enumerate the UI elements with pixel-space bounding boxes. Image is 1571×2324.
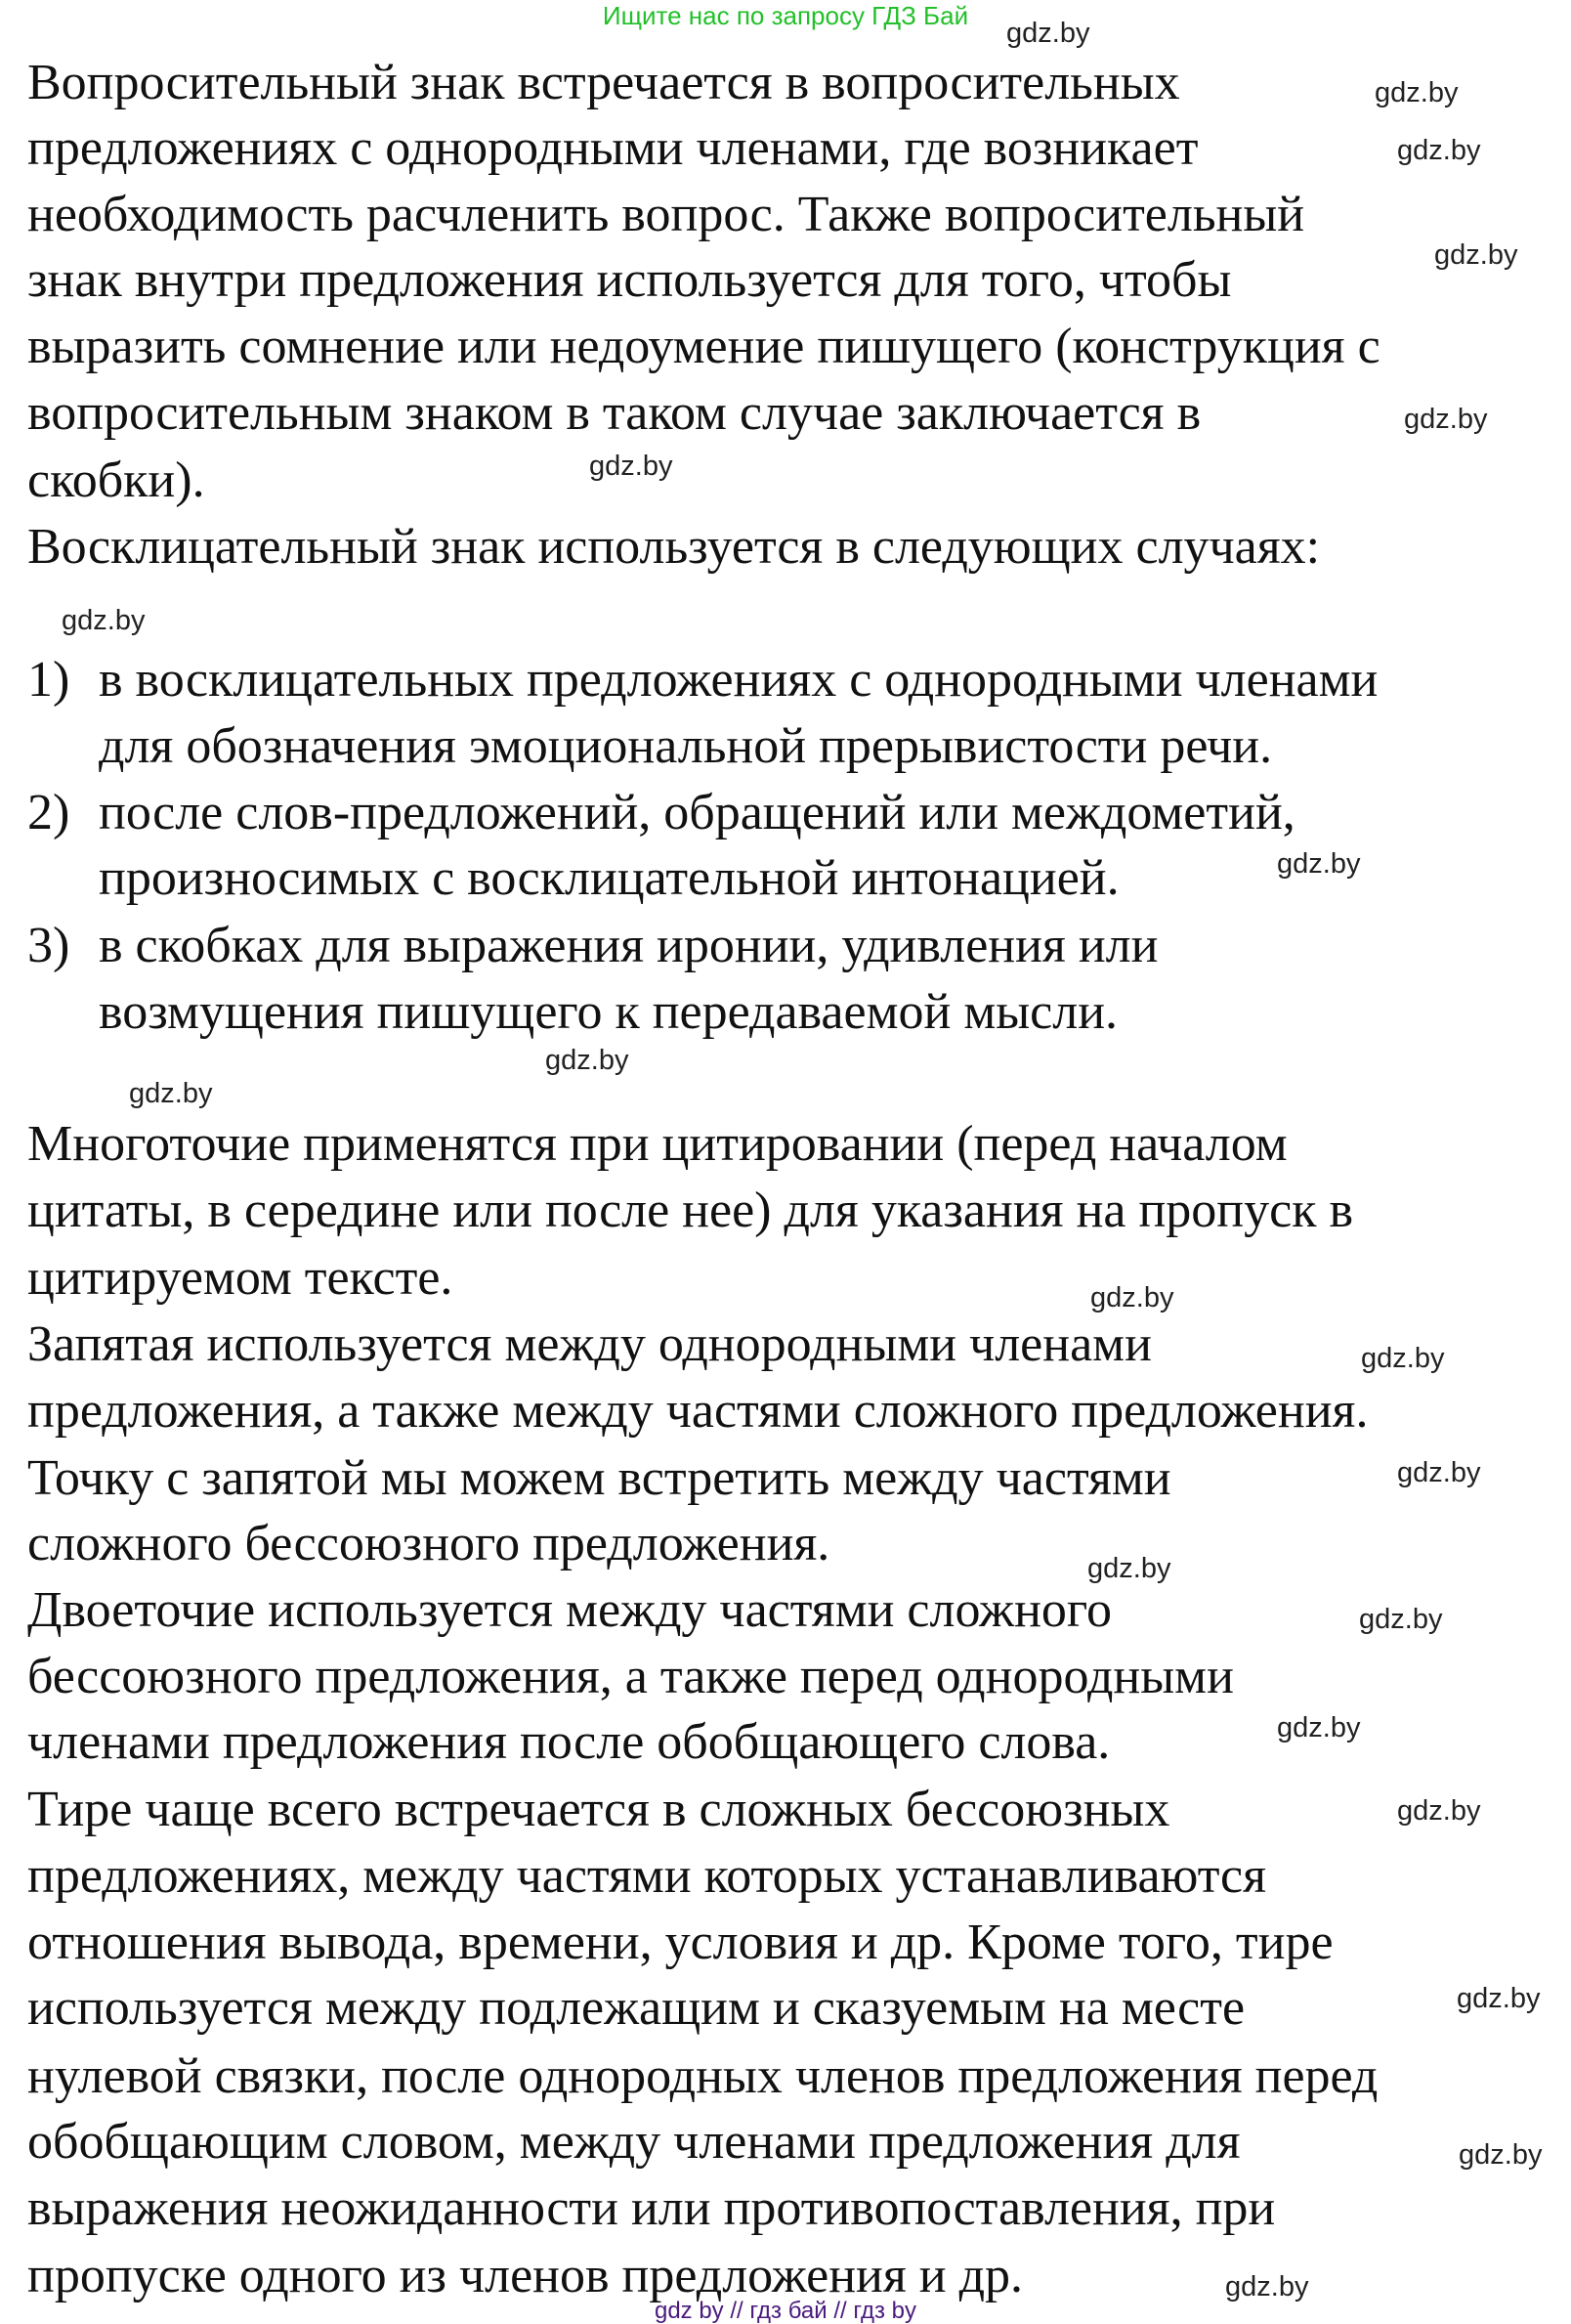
watermark: gdz.by — [1277, 1712, 1361, 1743]
text-line: выражения неожиданности или противопоставления, при — [27, 2180, 1276, 2236]
text-line: цитаты, в середине или после нее) для указания на пропуск в — [27, 1183, 1354, 1238]
text-line: знак внутри предложения используется для того, чтобы — [27, 252, 1232, 308]
watermark: gdz.by — [1375, 77, 1459, 108]
text-line: членами предложения после обобщающего слова. — [27, 1714, 1111, 1770]
watermark: gdz.by — [1090, 1282, 1174, 1313]
text-line: необходимость расчленить вопрос. Также вопросительный — [27, 187, 1305, 242]
watermark: gdz.by — [1397, 1795, 1481, 1827]
text-line: Точку с запятой мы можем встретить между частями — [27, 1450, 1171, 1506]
text-line: бессоюзного предложения, а также перед однородными — [27, 1649, 1234, 1704]
watermark: gdz.by — [1359, 1604, 1443, 1635]
watermark: gdz.by — [129, 1078, 213, 1109]
text-line: выразить сомнение или недоумение пишущего (конструкция с — [27, 319, 1380, 374]
text-line: возмущения пишущего к передаваемой мысли. — [99, 984, 1119, 1040]
text-line: Многоточие применятся при цитировании (перед началом — [27, 1116, 1288, 1172]
text-line: используется между подлежащим и сказуемым на месте — [27, 1980, 1246, 2036]
footer-links[interactable]: gdz by // гдз бай // гдз by — [654, 2298, 917, 2324]
text-line: предложения, а также между частями сложного предложения. — [27, 1383, 1369, 1439]
watermark: gdz.by — [1457, 1983, 1541, 2014]
search-banner: Ищите нас по запросу ГДЗ Бай — [602, 1, 969, 30]
text-line: предложениях с однородными членами, где возникает — [27, 120, 1199, 176]
text-line: предложениях, между частями которых устанавливаются — [27, 1848, 1267, 1904]
watermark: gdz.by — [1404, 404, 1488, 435]
watermark: gdz.by — [1397, 1457, 1481, 1488]
list-number: 3) — [27, 918, 70, 973]
text-line: Вопросительный знак встречается в вопросительных — [27, 55, 1180, 110]
text-line: вопросительным знаком в таком случае заключается в — [27, 385, 1202, 441]
watermark: gdz.by — [1087, 1553, 1171, 1584]
text-line: пропуске одного из членов предложения и др. — [27, 2248, 1024, 2303]
list-number: 2) — [27, 785, 70, 840]
text-line: отношения вывода, времени, условия и др. Кроме того, тире — [27, 1915, 1334, 1970]
text-line: скобки). — [27, 452, 205, 508]
text-line: Тире чаще всего встречается в сложных бессоюзных — [27, 1782, 1170, 1837]
watermark: gdz.by — [62, 605, 146, 636]
text-line: обобщающим словом, между членами предложения для — [27, 2114, 1241, 2170]
text-line: в скобках для выражения иронии, удивления или — [99, 918, 1159, 973]
text-line: сложного бессоюзного предложения. — [27, 1516, 830, 1571]
text-line: после слов-предложений, обращений или междометий, — [99, 785, 1295, 840]
text-line: нулевой связки, после однородных членов предложения перед — [27, 2048, 1379, 2104]
watermark: gdz.by — [1006, 18, 1090, 49]
watermark: gdz.by — [1225, 2271, 1309, 2302]
watermark: gdz.by — [1277, 848, 1361, 880]
text-line: Двоеточие используется между частями сложного — [27, 1582, 1112, 1638]
watermark: gdz.by — [1459, 2139, 1543, 2171]
text-line: Запятая используется между однородными членами — [27, 1316, 1152, 1372]
text-line: для обозначения эмоциональной прерывистости речи. — [99, 718, 1273, 774]
watermark: gdz.by — [1397, 135, 1481, 166]
text-line: Восклицательный знак используется в следующих случаях: — [27, 519, 1321, 575]
watermark: gdz.by — [1434, 239, 1518, 271]
text-line: цитируемом тексте. — [27, 1250, 453, 1306]
watermark: gdz.by — [1361, 1343, 1445, 1374]
watermark: gdz.by — [545, 1045, 629, 1076]
text-line: в восклицательных предложениях с однородными членами — [99, 652, 1379, 708]
text-line: произносимых с восклицательной интонацией. — [99, 850, 1120, 906]
list-number: 1) — [27, 652, 70, 708]
watermark: gdz.by — [589, 451, 673, 482]
